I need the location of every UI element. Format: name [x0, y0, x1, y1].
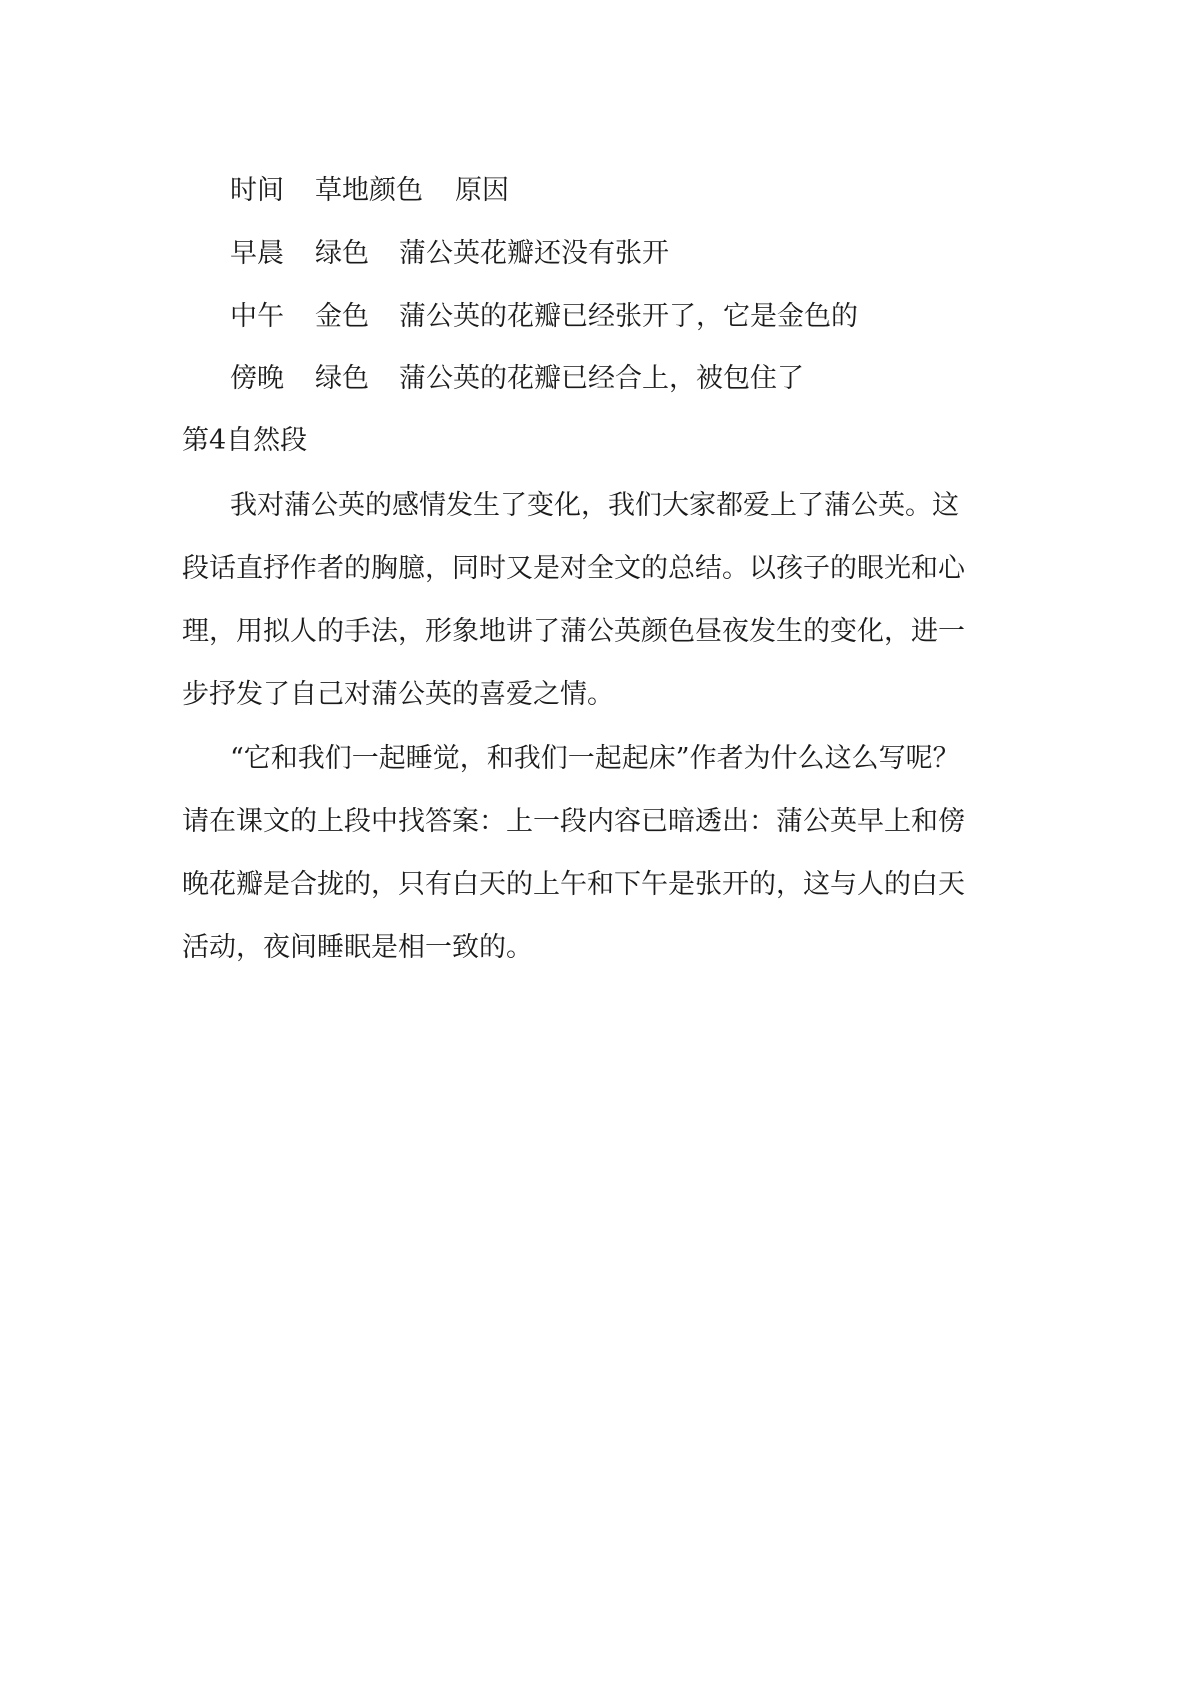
- table-cell-time: 傍晚: [230, 363, 284, 394]
- table-cell-color: 绿色: [315, 238, 369, 269]
- paragraph-line: 晚花瓣是合拢的，只有白天的上午和下午是张开的，这与人的白天: [182, 869, 965, 900]
- table-cell-color: 绿色: [315, 363, 369, 394]
- table-cell-reason: 蒲公英花瓣还没有张开: [399, 238, 669, 269]
- paragraph-line: 请在课文的上段中找答案：上一段内容已暗透出：蒲公英早上和傍: [182, 806, 965, 837]
- paragraph-line: 步抒发了自己对蒲公英的喜爱之情。: [182, 679, 614, 710]
- table-header-grass-color: 草地颜色: [315, 175, 423, 206]
- paragraph-analysis: [182, 474, 1002, 726]
- table-header-time: 时间: [230, 175, 284, 206]
- table-header-reason: 原因: [455, 175, 509, 206]
- table-cell-reason: 蒲公英的花瓣已经合上，被包住了: [399, 363, 804, 394]
- table-cell-reason: 蒲公英的花瓣已经张开了，它是金色的: [399, 301, 858, 332]
- section-heading: 第4自然段: [182, 425, 308, 456]
- table-cell-color: 金色: [315, 301, 369, 332]
- paragraph-question: [182, 727, 1002, 979]
- paragraph-line: 我对蒲公英的感情发生了变化，我们大家都爱上了蒲公英。这: [230, 490, 959, 521]
- paragraph-line: 理，用拟人的手法，形象地讲了蒲公英颜色昼夜发生的变化，进一: [182, 616, 965, 647]
- paragraph-line: 段话直抒作者的胸臆，同时又是对全文的总结。以孩子的眼光和心: [182, 553, 965, 584]
- table-cell-time: 中午: [230, 301, 284, 332]
- table-cell-time: 早晨: [230, 238, 284, 269]
- paragraph-line: “它和我们一起睡觉，和我们一起起床”作者为什么这么写呢？: [230, 743, 960, 774]
- paragraph-line: 活动，夜间睡眠是相一致的。: [182, 932, 533, 963]
